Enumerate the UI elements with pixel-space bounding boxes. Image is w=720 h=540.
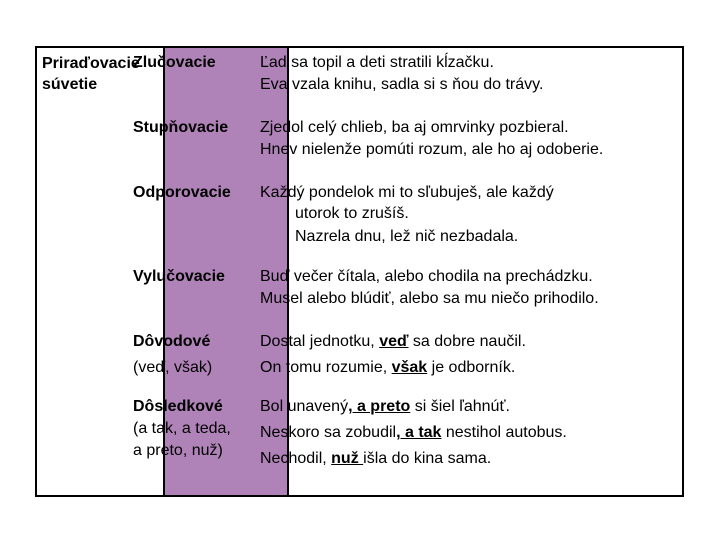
header-line-1: Priraďovacie xyxy=(42,55,140,72)
example-line: Nazrela dnu, lež nič nezbadala. xyxy=(295,228,519,245)
header-line-2: súvetie xyxy=(42,76,98,93)
example-text: On tomu rozumie, xyxy=(260,359,392,376)
example-text: Nechodil, xyxy=(260,450,332,467)
category-cell-stupnovacie xyxy=(133,117,255,139)
examples-cell-odporovacie xyxy=(260,182,650,248)
example-line: Musel alebo blúdiť, alebo sa mu niečo prihodilo. xyxy=(260,290,599,307)
category-label: Odporovacie xyxy=(133,184,231,201)
example-line: Eva vzala knihu, sadla si s ňou do trávy. xyxy=(260,76,544,93)
example-line: Ľad sa topil a deti stratili kĺzačku. xyxy=(260,54,494,71)
conjunction-note: (a tak, a teda, xyxy=(133,420,231,437)
example-line xyxy=(260,331,650,353)
example-text: Dostal jednotku, xyxy=(260,333,380,350)
example-line xyxy=(260,357,650,379)
category-label: Stupňovacie xyxy=(133,119,229,136)
conjunction-note: (veď, však) xyxy=(133,359,213,376)
example-text: sa dobre naučil. xyxy=(408,333,526,350)
conjunction-highlight: nuž xyxy=(331,450,364,467)
example-line xyxy=(260,422,650,444)
conjunction-highlight: veď xyxy=(379,333,409,350)
category-cell-odporovacie xyxy=(133,182,255,204)
example-line: Hnev nielenže pomúti rozum, ale ho aj odoberie. xyxy=(260,141,604,158)
category-cell-vylucovacie xyxy=(133,266,255,288)
examples-cell-dovodove xyxy=(260,331,650,379)
category-cell-dovodove xyxy=(133,331,255,379)
example-text: išla do kina sama. xyxy=(363,450,492,467)
examples-cell-vylucovacie xyxy=(260,266,650,310)
category-cell-zlucovacie xyxy=(133,52,255,74)
example-text: Bol unavený xyxy=(260,398,349,415)
examples-cell-dosledkove xyxy=(260,396,650,470)
category-label: Dôvodové xyxy=(133,333,211,350)
table-header xyxy=(42,53,140,95)
example-text: Neskoro sa zobudil xyxy=(260,424,397,441)
conjunction-highlight: , a tak xyxy=(396,424,442,441)
example-line: Buď večer čítala, alebo chodila na prechádzku. xyxy=(260,268,593,285)
conjunction-highlight: , a preto xyxy=(348,398,411,415)
example-line: Každý pondelok mi to sľubuješ, ale každý xyxy=(260,184,554,201)
example-text: si šiel ľahnúť. xyxy=(410,398,510,415)
example-text: je odborník. xyxy=(427,359,516,376)
conjunction-note: a preto, nuž) xyxy=(133,442,223,459)
category-label: Vylučovacie xyxy=(133,268,225,285)
example-line xyxy=(260,448,650,470)
examples-cell-zlucovacie xyxy=(260,52,650,96)
example-line xyxy=(260,396,650,418)
examples-cell-stupnovacie xyxy=(260,117,650,161)
category-cell-dosledkove xyxy=(133,396,255,462)
category-label: Dôsledkové xyxy=(133,398,223,415)
example-text: nestihol autobus. xyxy=(441,424,567,441)
conjunction-highlight: však xyxy=(391,359,428,376)
example-line: utorok to zrušíš. xyxy=(295,205,409,222)
example-line: Zjedol celý chlieb, ba aj omrvinky pozbieral. xyxy=(260,119,569,136)
category-label: Zlučovacie xyxy=(133,54,216,71)
